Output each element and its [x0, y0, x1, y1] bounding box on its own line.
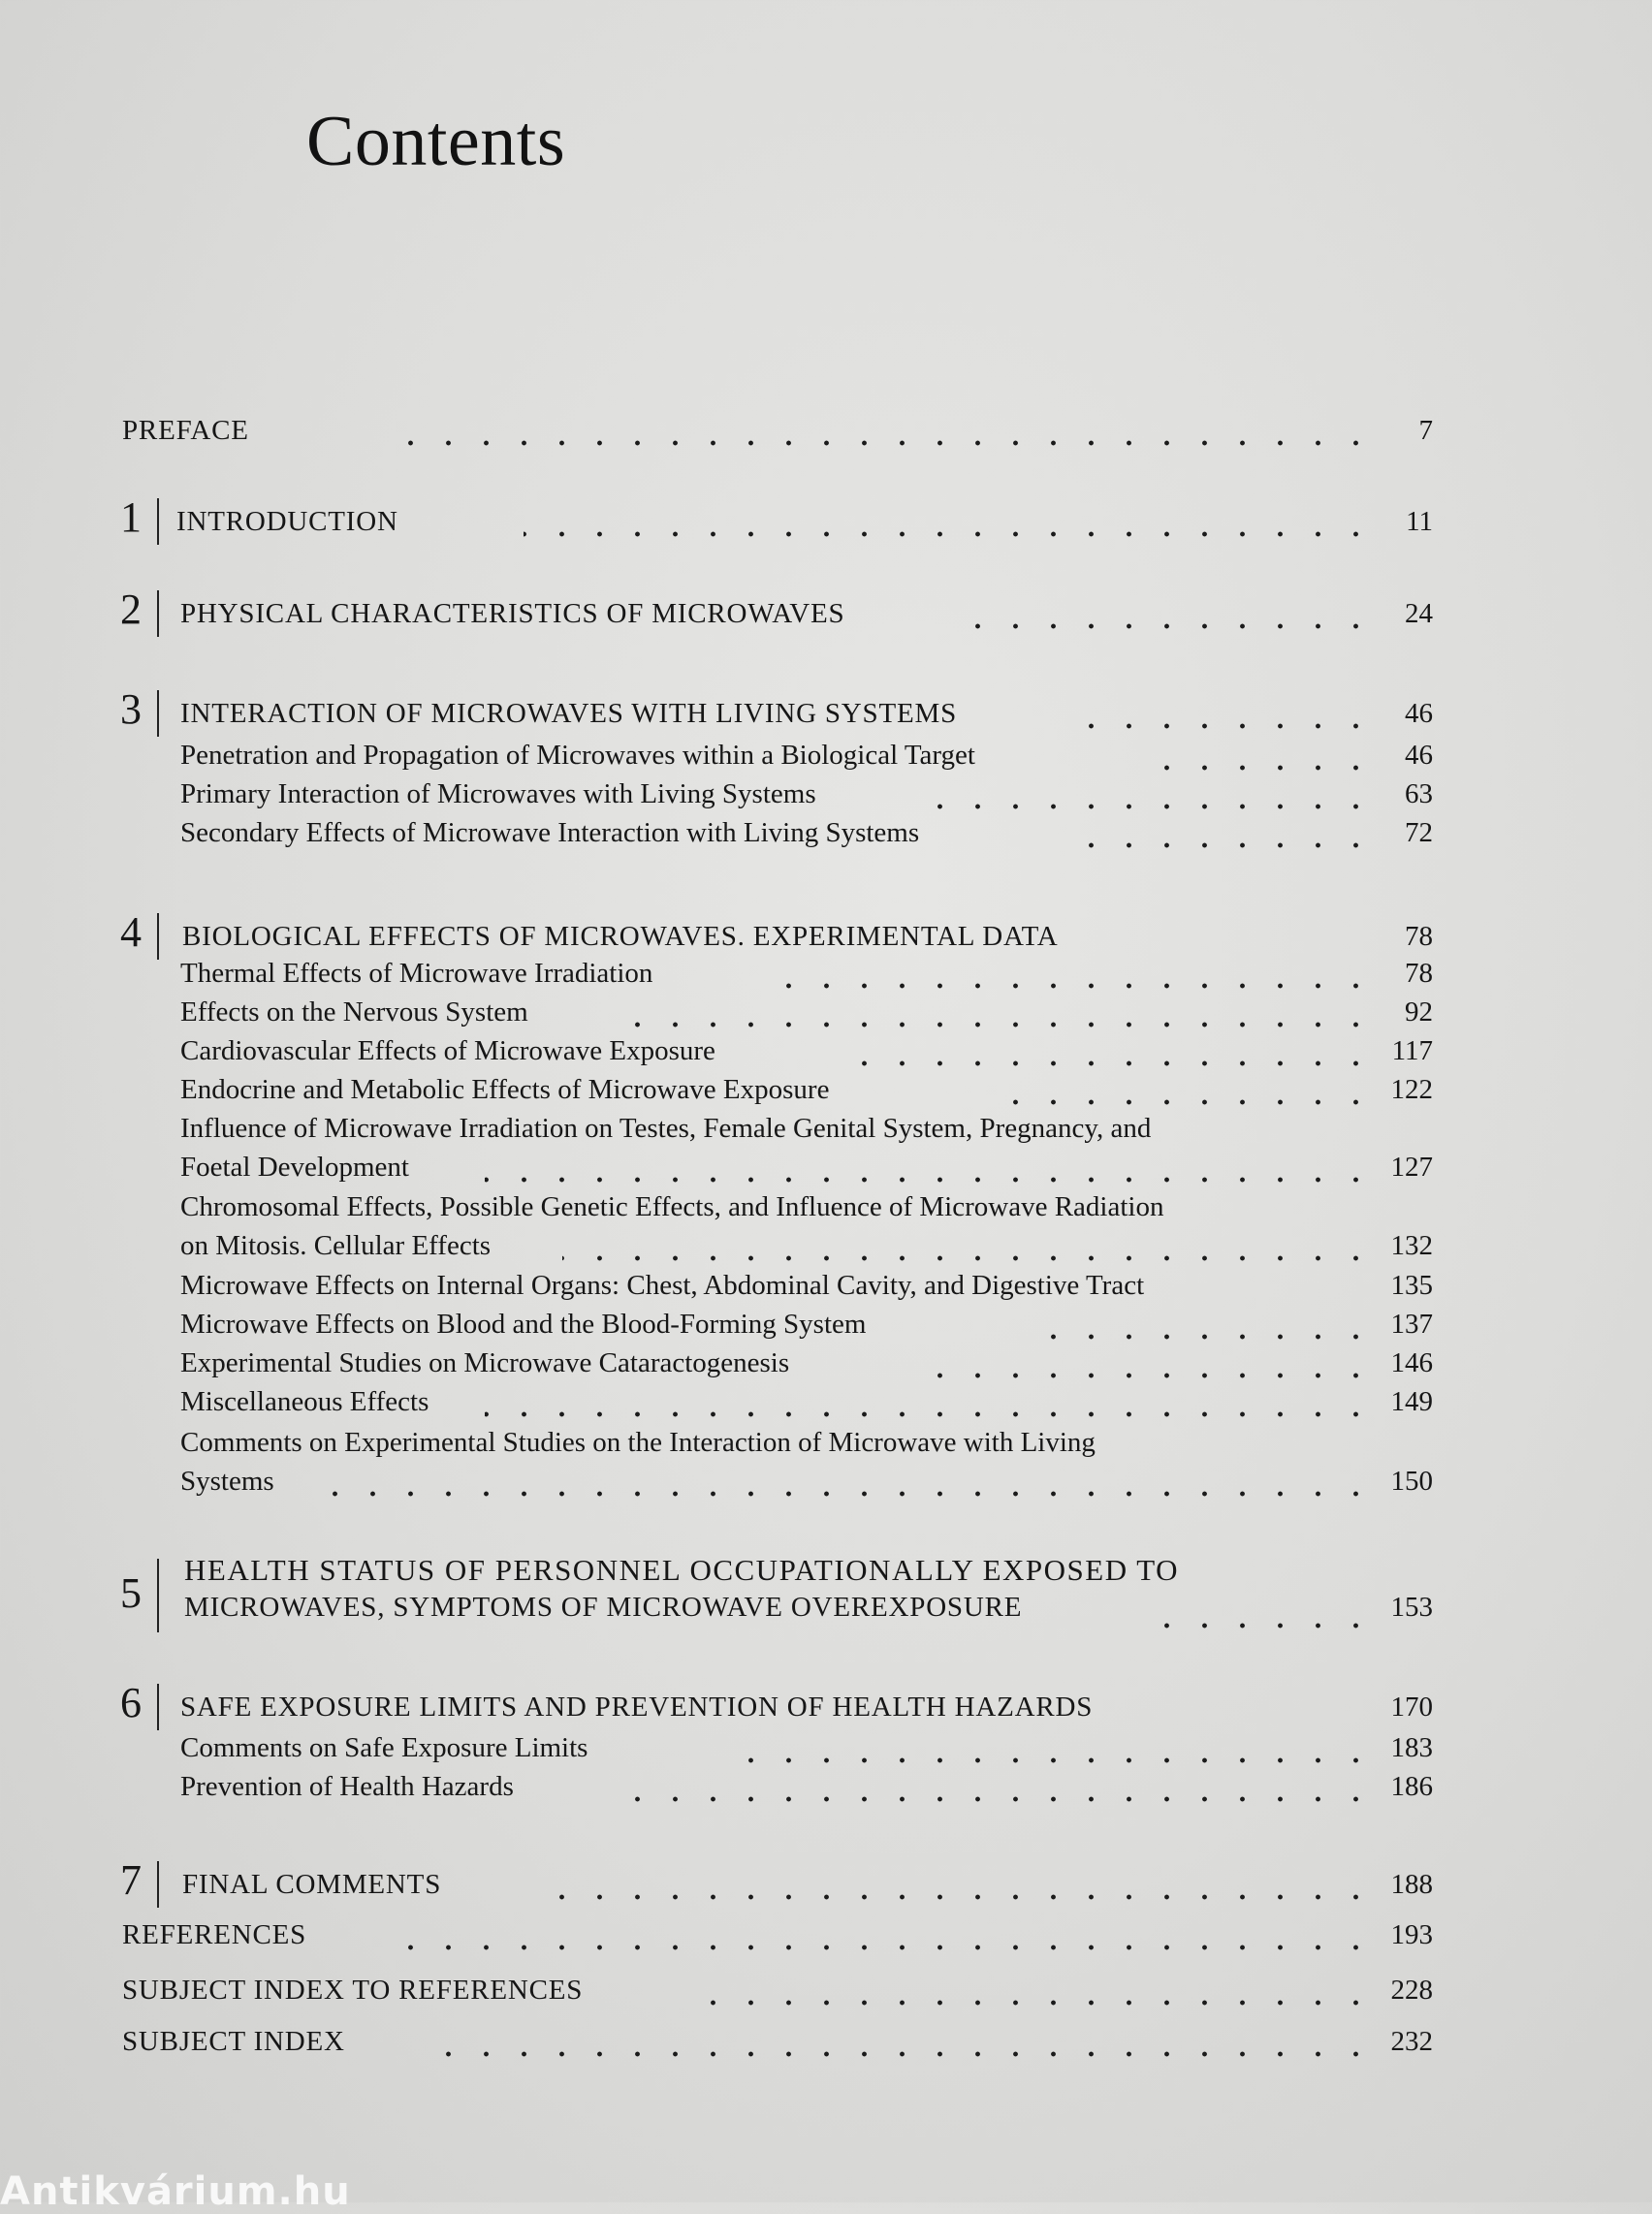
page-number: 78 [1405, 958, 1433, 989]
page-number: 92 [1405, 996, 1433, 1028]
entry-label: Prevention of Health Hazards [180, 1771, 514, 1802]
leader-dots [931, 804, 1375, 809]
leader-dots [766, 983, 1375, 989]
leader-dots [950, 623, 1375, 629]
leader-dots [1008, 1099, 1375, 1105]
toc-entry-references [0, 1919, 1652, 1958]
toc-chapter-5 [0, 1551, 1652, 1638]
toc-entry-subject-index [0, 2026, 1652, 2065]
page-number: 153 [1390, 1592, 1433, 1623]
leader-dots [1018, 1334, 1375, 1340]
chapter-number: 5 [120, 1569, 142, 1617]
page-number: 122 [1390, 1074, 1433, 1105]
page-number: 146 [1390, 1347, 1433, 1378]
entry-label: SAFE EXPOSURE LIMITS AND PREVENTION OF HEALTH HAZARDS [180, 1692, 1094, 1723]
entry-label-line2: Foetal Development [180, 1152, 409, 1183]
page-number: 72 [1405, 817, 1433, 848]
leader-dots [407, 1945, 1375, 1950]
leader-dots [620, 1022, 1375, 1028]
leader-dots [524, 531, 1375, 537]
page-number: 46 [1405, 698, 1433, 729]
toc-section [0, 778, 1652, 817]
entry-label: BIOLOGICAL EFFECTS OF MICROWAVES. EXPERIMENTAL DATA [182, 921, 1059, 952]
toc-section [0, 1386, 1652, 1425]
leader-dots [485, 1177, 1375, 1183]
leader-dots [427, 2051, 1375, 2057]
chapter-number: 6 [120, 1679, 142, 1726]
page-number: 46 [1405, 740, 1433, 771]
page-number: 63 [1405, 778, 1433, 809]
page-number: 150 [1390, 1466, 1433, 1497]
leader-dots [931, 1373, 1375, 1378]
toc-section [0, 1771, 1652, 1810]
entry-label-line2: on Mitosis. Cellular Effects [180, 1230, 492, 1261]
leader-dots [485, 1411, 1375, 1417]
entry-label: SUBJECT INDEX TO REFERENCES [122, 1975, 584, 2006]
chapter-divider [157, 1559, 159, 1632]
leader-dots [1076, 842, 1375, 848]
page-number: 7 [1418, 415, 1433, 446]
toc-chapter-7 [0, 1856, 1652, 1910]
chapter-divider [157, 1861, 159, 1908]
chapter-number: 3 [120, 685, 142, 733]
leader-dots [630, 1796, 1375, 1802]
toc-section [0, 1270, 1652, 1309]
entry-label: PHYSICAL CHARACTERISTICS OF MICROWAVES [180, 598, 845, 629]
page-number: 149 [1390, 1386, 1433, 1417]
page-number: 132 [1390, 1230, 1433, 1261]
chapter-number: 4 [120, 908, 142, 956]
toc-section [0, 1191, 1652, 1269]
entry-label: FINAL COMMENTS [182, 1869, 442, 1900]
entry-label: REFERENCES [122, 1919, 307, 1950]
leader-dots [543, 1894, 1375, 1900]
toc-section [0, 958, 1652, 996]
page-number: 186 [1390, 1771, 1433, 1802]
page-number: 183 [1390, 1732, 1433, 1763]
page-number: 188 [1390, 1869, 1433, 1900]
page-title: Contents [306, 102, 566, 181]
toc-section [0, 996, 1652, 1035]
toc-section [0, 1113, 1652, 1190]
toc-section [0, 1309, 1652, 1347]
toc-section [0, 1347, 1652, 1386]
toc-chapter-1 [0, 493, 1652, 547]
toc-chapter-6 [0, 1679, 1652, 1732]
entry-label: Effects on the Nervous System [180, 996, 528, 1028]
toc-section [0, 740, 1652, 778]
entry-label: Microwave Effects on Blood and the Blood-Forming System [180, 1309, 867, 1340]
leader-dots [717, 1757, 1375, 1763]
leader-dots [1163, 1623, 1375, 1629]
entry-label: Comments on Safe Exposure Limits [180, 1732, 588, 1763]
page-number: 228 [1390, 1975, 1433, 2006]
entry-label: INTERACTION OF MICROWAVES WITH LIVING SYSTEMS [180, 698, 958, 729]
entry-label: Miscellaneous Effects [180, 1386, 429, 1417]
toc-section [0, 817, 1652, 856]
entry-label-line1: Chromosomal Effects, Possible Genetic Effects, and Influence of Microwave Radiation [180, 1191, 1164, 1222]
leader-dots [1086, 723, 1375, 729]
entry-label: SUBJECT INDEX [122, 2026, 345, 2057]
toc-section [0, 1035, 1652, 1074]
page-number: 193 [1390, 1919, 1433, 1950]
entry-label: Thermal Effects of Microwave Irradiation [180, 958, 653, 989]
chapter-divider [157, 690, 159, 737]
toc-chapter-3 [0, 685, 1652, 739]
entry-label: Secondary Effects of Microwave Interaction with Living Systems [180, 817, 920, 848]
entry-label-line1: Influence of Microwave Irradiation on Testes, Female Genital System, Pregnancy, and [180, 1113, 1152, 1144]
page-number: 127 [1390, 1152, 1433, 1183]
chapter-divider [157, 590, 159, 637]
chapter-number: 1 [120, 493, 142, 541]
leader-dots [388, 440, 1375, 446]
toc-section [0, 1074, 1652, 1113]
chapter-divider [157, 498, 159, 545]
chapter-divider [157, 913, 159, 960]
entry-label: Experimental Studies on Microwave Cataractogenesis [180, 1347, 790, 1378]
toc-chapter-2 [0, 585, 1652, 639]
toc-chapter-4 [0, 908, 1652, 962]
chapter-number: 7 [120, 1856, 142, 1904]
entry-label: Microwave Effects on Internal Organs: Chest, Abdominal Cavity, and Digestive Tract [180, 1270, 1145, 1301]
entry-label-line2: MICROWAVES, SYMPTOMS OF MICROWAVE OVEREXPOSURE [184, 1592, 1023, 1623]
entry-label: Cardiovascular Effects of Microwave Exposure [180, 1035, 715, 1066]
toc-entry-preface [0, 415, 1652, 454]
leader-dots [310, 1491, 1375, 1497]
page-number: 24 [1405, 598, 1433, 629]
toc-section [0, 1427, 1652, 1504]
page-number: 137 [1390, 1309, 1433, 1340]
page-number: 117 [1391, 1035, 1433, 1066]
entry-label: Penetration and Propagation of Microwaves within a Biological Target [180, 740, 975, 771]
page-number: 78 [1405, 921, 1433, 952]
page-number: 232 [1390, 2026, 1433, 2057]
toc-entry-subject-index-references [0, 1975, 1652, 2013]
entry-label: Endocrine and Metabolic Effects of Microwave Exposure [180, 1074, 830, 1105]
chapter-number: 2 [120, 585, 142, 633]
leader-dots [853, 1060, 1375, 1066]
entry-label-line1: HEALTH STATUS OF PERSONNEL OCCUPATIONALLY EXPOSED TO [184, 1553, 1180, 1587]
entry-label: Primary Interaction of Microwaves with Living Systems [180, 778, 816, 809]
watermark: Antikvárium.hu [0, 2169, 351, 2214]
entry-label: PREFACE [122, 415, 249, 446]
page-number: 11 [1406, 506, 1433, 537]
toc-section [0, 1732, 1652, 1771]
page-number: 170 [1390, 1692, 1433, 1723]
leader-dots [698, 2000, 1375, 2006]
page-number: 135 [1390, 1270, 1433, 1301]
leader-dots [1163, 765, 1375, 771]
chapter-divider [157, 1684, 159, 1730]
entry-label-line1: Comments on Experimental Studies on the Interaction of Microwave with Living [180, 1427, 1096, 1458]
leader-dots [562, 1255, 1375, 1261]
entry-label: INTRODUCTION [176, 506, 398, 537]
entry-label-line2: Systems [180, 1466, 274, 1497]
